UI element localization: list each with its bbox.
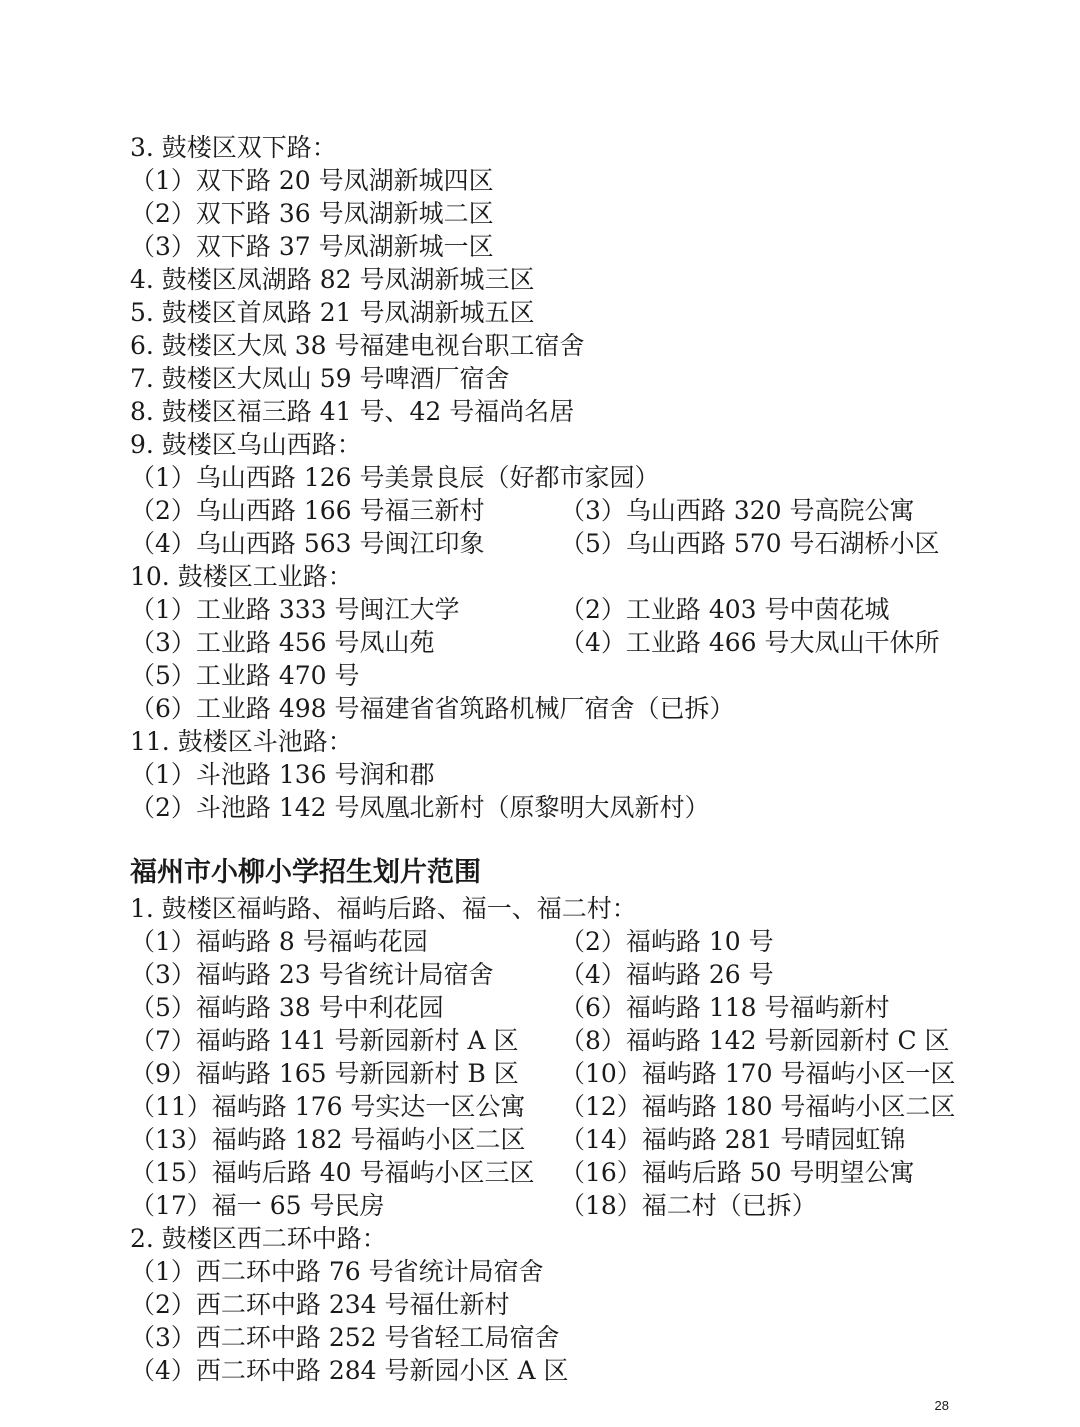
list-item: （1）福屿路 8 号福屿花园 bbox=[130, 927, 428, 956]
list-item: 3. 鼓楼区双下路： bbox=[130, 133, 337, 162]
list-item: （2）乌山西路 166 号福三新村 bbox=[130, 496, 485, 525]
list-item: 8. 鼓楼区福三路 41 号、42 号福尚名居 bbox=[130, 397, 575, 426]
list-item: （3）双下路 37 号凤湖新城一区 bbox=[130, 232, 494, 261]
list-item: （9）福屿路 165 号新园新村 B 区 bbox=[130, 1059, 519, 1088]
list-item: （12）福屿路 180 号福屿小区二区 bbox=[560, 1092, 956, 1121]
list-item: 6. 鼓楼区大凤 38 号福建电视台职工宿舍 bbox=[130, 331, 585, 360]
table-row bbox=[130, 494, 950, 527]
table-row bbox=[130, 1090, 956, 1123]
list-item: （13）福屿路 182 号福屿小区二区 bbox=[130, 1125, 526, 1154]
list-item: （8）福屿路 142 号新园新村 C 区 bbox=[560, 1026, 950, 1055]
list-item: 10. 鼓楼区工业路： bbox=[130, 562, 353, 591]
table-row bbox=[130, 1057, 956, 1090]
list-item: （3）工业路 456 号凤山苑 bbox=[130, 628, 435, 657]
table-row bbox=[130, 626, 950, 659]
list-item: （4）福屿路 26 号 bbox=[560, 960, 774, 989]
list-item: （3）福屿路 23 号省统计局宿舍 bbox=[130, 960, 494, 989]
list-item: 5. 鼓楼区首凤路 21 号凤湖新城五区 bbox=[130, 298, 535, 327]
list-item: （6）工业路 498 号福建省省筑路机械厂宿舍（已拆） bbox=[130, 694, 735, 723]
list-item: （4）西二环中路 284 号新园小区 A 区 bbox=[130, 1356, 569, 1385]
list-item: （16）福屿后路 50 号明望公寓 bbox=[560, 1158, 915, 1187]
list-item: （1）乌山西路 126 号美景良辰（好都市家园） bbox=[130, 463, 660, 492]
list-item: （3）乌山西路 320 号高院公寓 bbox=[560, 496, 915, 525]
list-item: （17）福一 65 号民房 bbox=[130, 1191, 385, 1220]
list-item: （4）乌山西路 563 号闽江印象 bbox=[130, 529, 485, 558]
list-item: 1. 鼓楼区福屿路、福屿后路、福一、福二村： bbox=[130, 894, 637, 923]
list-item: （1）工业路 333 号闽江大学 bbox=[130, 595, 460, 624]
list-item: （2）工业路 403 号中茵花城 bbox=[560, 595, 890, 624]
table-row bbox=[130, 1189, 950, 1222]
list-item: （18）福二村（已拆） bbox=[560, 1191, 817, 1220]
list-item: （11）福屿路 176 号实达一区公寓 bbox=[130, 1092, 526, 1121]
list-item: 4. 鼓楼区凤湖路 82 号凤湖新城三区 bbox=[130, 265, 535, 294]
list-item: （7）福屿路 141 号新园新村 A 区 bbox=[130, 1026, 519, 1055]
list-item: （2）福屿路 10 号 bbox=[560, 927, 774, 956]
table-row bbox=[130, 1156, 950, 1189]
table-row bbox=[130, 527, 950, 560]
list-item: （6）福屿路 118 号福屿新村 bbox=[560, 993, 890, 1022]
list-item: （2）西二环中路 234 号福仕新村 bbox=[130, 1290, 510, 1319]
page-number: 28 bbox=[934, 1398, 949, 1413]
list-item: （3）西二环中路 252 号省轻工局宿舍 bbox=[130, 1323, 560, 1352]
list-item: （14）福屿路 281 号晴园虹锦 bbox=[560, 1125, 906, 1154]
table-row bbox=[130, 991, 950, 1024]
list-item: （1）西二环中路 76 号省统计局宿舍 bbox=[130, 1257, 544, 1286]
list-item: （4）工业路 466 号大凤山干休所 bbox=[560, 628, 940, 657]
section-heading: 福州市小柳小学招生划片范围 bbox=[130, 857, 481, 888]
list-item: 11. 鼓楼区斗池路： bbox=[130, 727, 353, 756]
list-item: （2）斗池路 142 号凤凰北新村（原黎明大凤新村） bbox=[130, 793, 710, 822]
table-row bbox=[130, 1123, 950, 1156]
list-item: 7. 鼓楼区大凤山 59 号啤酒厂宿舍 bbox=[130, 364, 510, 393]
table-row bbox=[130, 1024, 950, 1057]
list-item: （5）乌山西路 570 号石湖桥小区 bbox=[560, 529, 940, 558]
list-item: （5）工业路 470 号 bbox=[130, 661, 360, 690]
list-item: （15）福屿后路 40 号福屿小区三区 bbox=[130, 1158, 535, 1187]
list-item: （1）双下路 20 号凤湖新城四区 bbox=[130, 166, 494, 195]
table-row bbox=[130, 925, 950, 958]
list-item: （5）福屿路 38 号中利花园 bbox=[130, 993, 444, 1022]
table-row bbox=[130, 958, 950, 991]
list-item: （10）福屿路 170 号福屿小区一区 bbox=[560, 1059, 956, 1088]
list-item: （2）双下路 36 号凤湖新城二区 bbox=[130, 199, 494, 228]
list-item: （1）斗池路 136 号润和郡 bbox=[130, 760, 435, 789]
list-item: 9. 鼓楼区乌山西路： bbox=[130, 430, 362, 459]
list-item: 2. 鼓楼区西二环中路： bbox=[130, 1224, 387, 1253]
table-row bbox=[130, 593, 950, 626]
